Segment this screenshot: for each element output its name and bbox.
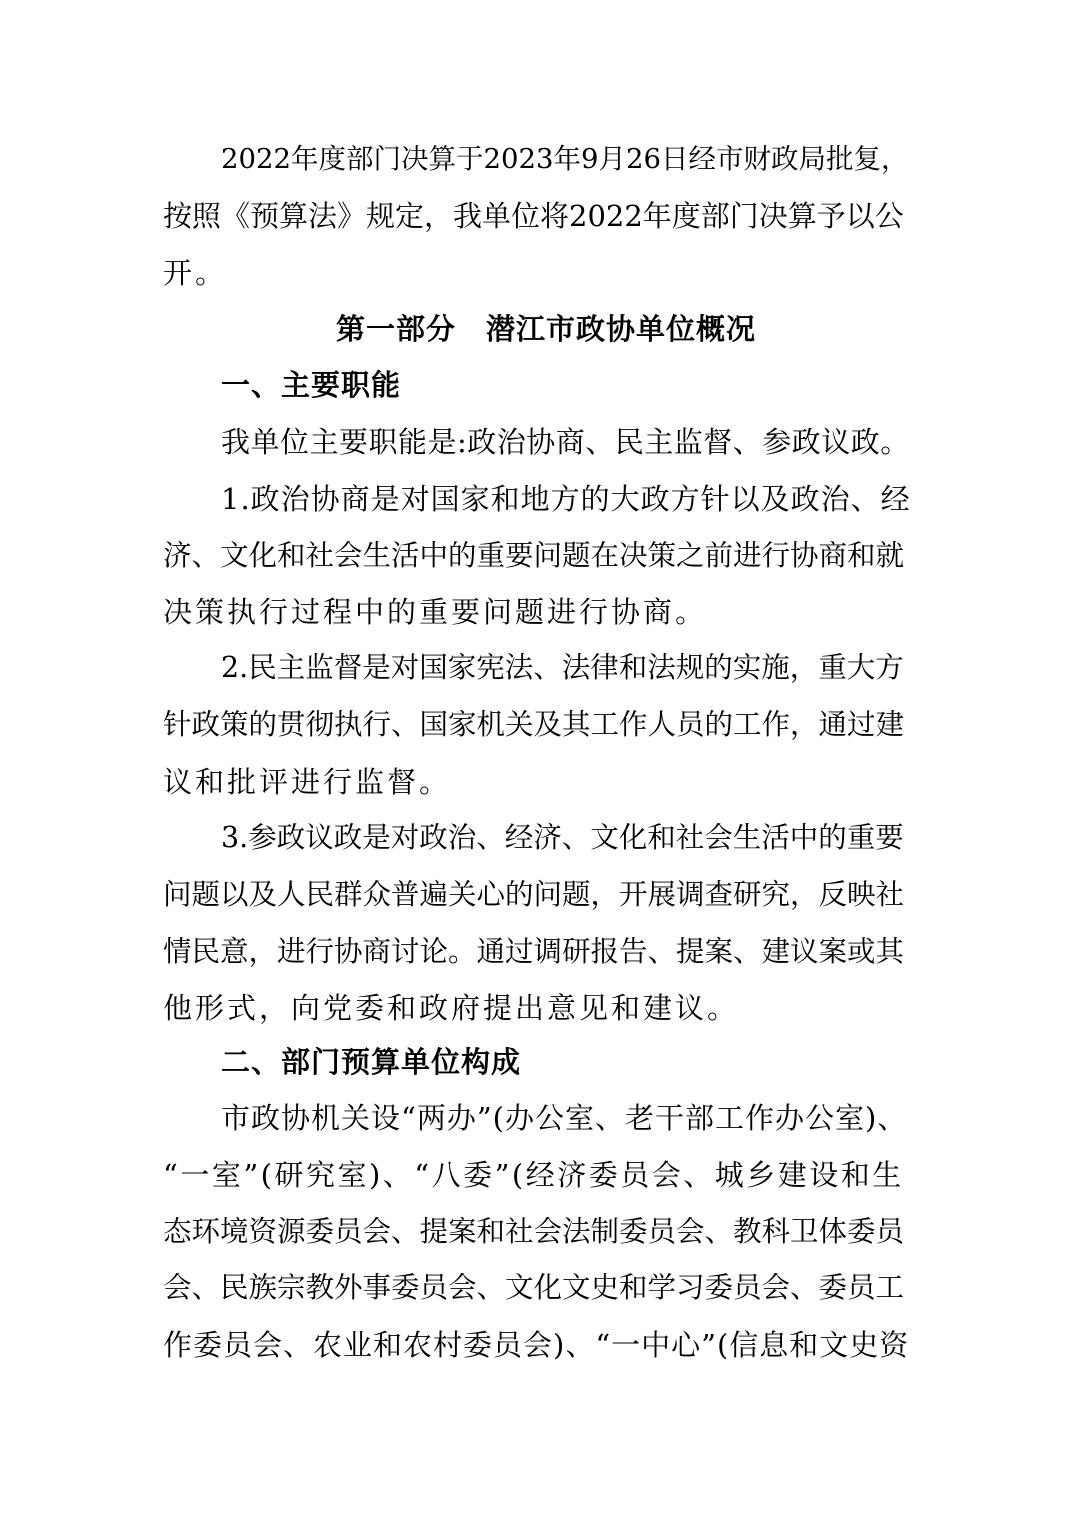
paragraph-line: 3.参政议政是对政治、经济、文化和社会生活中的重要	[221, 821, 904, 854]
paragraph-line: 情民意，进行协商讨论。通过调研报告、提案、建议案或其	[163, 935, 905, 968]
paragraph-line: 济、文化和社会生活中的重要问题在决策之前进行协商和就	[163, 539, 905, 572]
paragraph-line: 议和批评进行监督。	[163, 765, 452, 799]
paragraph-line: 决策执行过程中的重要问题进行协商。	[163, 595, 708, 629]
paragraph-line: 问题以及人民群众普遍关心的问题，开展调查研究，反映社	[163, 878, 905, 911]
section-heading-budget-units: 二、部门预算单位构成	[221, 1045, 522, 1079]
part-title: 第一部分 潜江市政协单位概况	[336, 312, 757, 346]
paragraph-line: 态环境资源委员会、提案和社会法制委员会、教科卫体委员	[163, 1215, 905, 1248]
section-heading-main-functions: 一、主要职能	[221, 368, 402, 402]
paragraph-line: 针政策的贯彻执行、国家机关及其工作人员的工作，通过建	[163, 708, 905, 741]
paragraph-line: 作委员会、农业和农村委员会)、“一中心”(信息和文史资	[163, 1328, 910, 1362]
paragraph-line: 他形式，向党委和政府提出意见和建议。	[163, 991, 740, 1025]
paragraph-line: 1.政治协商是对国家和地方的大政方针以及政治、经	[221, 482, 911, 516]
paragraph-line: 会、民族宗教外事委员会、文化文史和学习委员会、委员工	[163, 1271, 905, 1304]
intro-line-1: 2022年度部门决算于2023年9月26日经市财政局批复，	[221, 143, 909, 175]
paragraph-line: “一室”(研究室)、“八委”(经济委员会、城乡建设和生	[163, 1158, 904, 1192]
paragraph-line: 2.民主监督是对国家宪法、法律和法规的实施，重大方	[221, 651, 904, 684]
paragraph-line: 我单位主要职能是:政治协商、民主监督、参政议政。	[221, 425, 910, 459]
intro-line-2: 按照《预算法》规定，我单位将2022年度部门决算予以公	[163, 199, 904, 233]
paragraph-line: 市政协机关设“两办”(办公室、老干部工作办公室)、	[221, 1101, 908, 1135]
intro-line-3: 开。	[163, 256, 228, 290]
